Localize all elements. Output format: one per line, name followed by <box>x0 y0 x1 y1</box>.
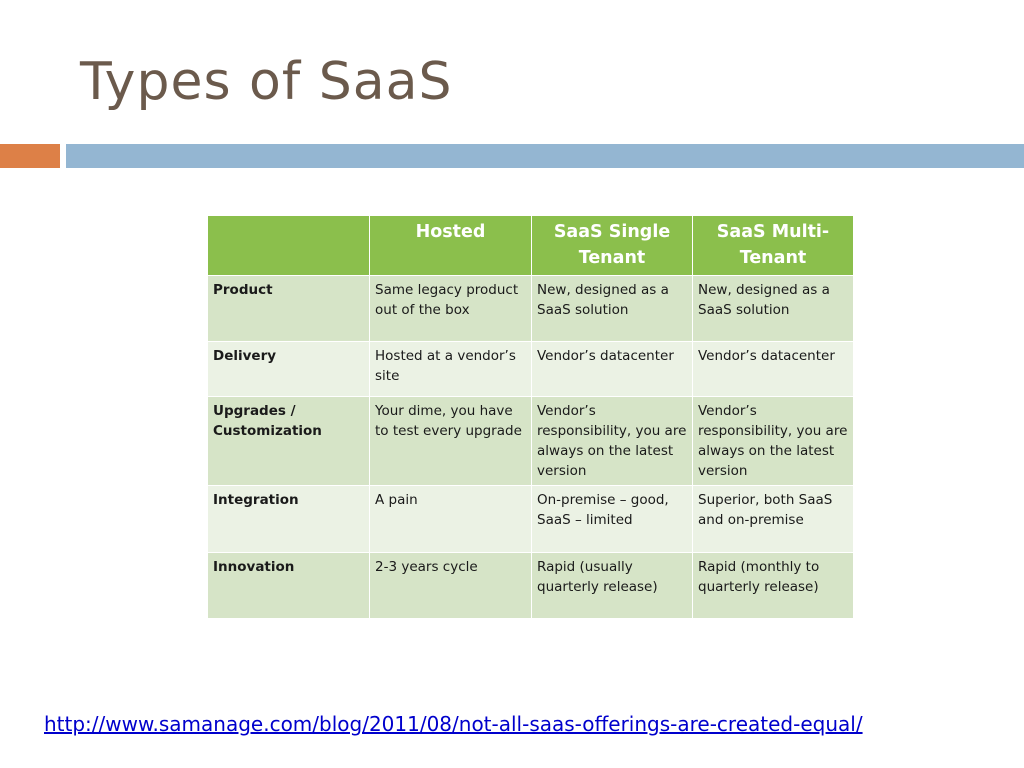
table-cell: Same legacy product out of the box <box>370 276 532 342</box>
title-underline-bar <box>66 144 1024 168</box>
row-label-product: Product <box>208 276 370 342</box>
table-cell: A pain <box>370 486 532 553</box>
row-label-innovation: Innovation <box>208 553 370 619</box>
table-row <box>208 276 854 342</box>
table-row <box>208 397 854 486</box>
table-cell: Your dime, you have to test every upgrade <box>370 397 532 486</box>
source-link[interactable]: http://www.samanage.com/blog/2011/08/not-all-saas-offerings-are-created-equal/ <box>44 712 863 736</box>
table-cell: New, designed as a SaaS solution <box>693 276 854 342</box>
table-cell: Rapid (monthly to quarterly release) <box>693 553 854 619</box>
header-hosted: Hosted <box>370 216 532 276</box>
table-row <box>208 553 854 619</box>
table-cell: 2-3 years cycle <box>370 553 532 619</box>
header-cell-empty <box>208 216 370 276</box>
table-cell: Hosted at a vendor’s site <box>370 342 532 397</box>
row-label-delivery: Delivery <box>208 342 370 397</box>
slide-title: Types of SaaS <box>80 52 453 112</box>
table-row <box>208 486 854 553</box>
table-cell: New, designed as a SaaS solution <box>532 276 693 342</box>
accent-bar <box>0 144 60 168</box>
table-cell: Superior, both SaaS and on-premise <box>693 486 854 553</box>
table-cell: Vendor’s datacenter <box>532 342 693 397</box>
table-cell: Rapid (usually quarterly release) <box>532 553 693 619</box>
header-saas-multi-tenant: SaaS Multi-Tenant <box>693 216 854 276</box>
table-cell: Vendor’s datacenter <box>693 342 854 397</box>
saas-comparison-table <box>207 215 854 619</box>
table-row <box>208 342 854 397</box>
table-cell: On-premise – good, SaaS – limited <box>532 486 693 553</box>
table-cell: Vendor’s responsibility, you are always on the latest version <box>693 397 854 486</box>
table-cell: Vendor’s responsibility, you are always on the latest version <box>532 397 693 486</box>
header-saas-single-tenant: SaaS Single Tenant <box>532 216 693 276</box>
row-label-integration: Integration <box>208 486 370 553</box>
table-header-row <box>208 216 854 276</box>
row-label-upgrades: Upgrades / Customization <box>208 397 370 486</box>
